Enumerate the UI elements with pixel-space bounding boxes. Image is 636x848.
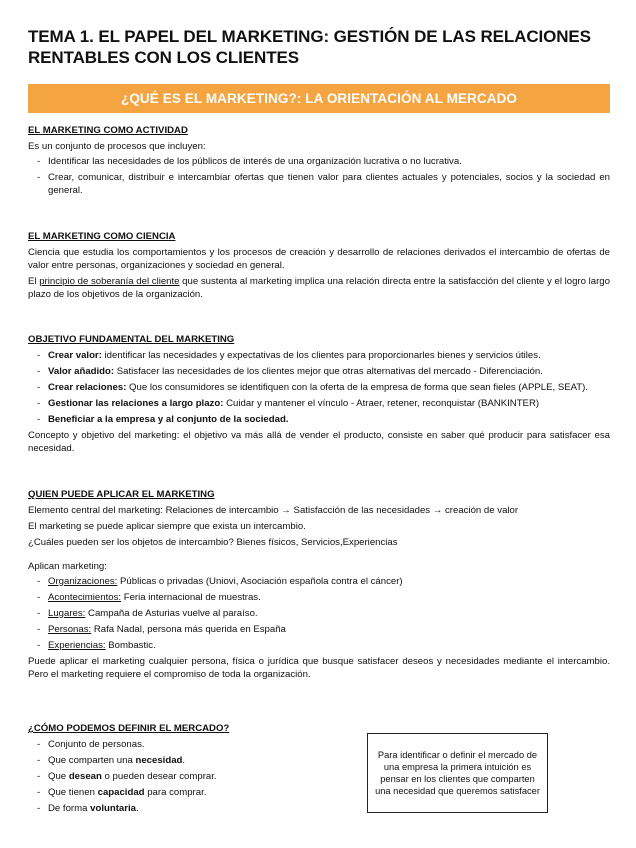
list-item: - Que comparten una necesidad. — [37, 755, 186, 766]
list-item: - Que tienen capacidad para comprar. — [37, 787, 207, 798]
who-heading: QUIEN PUEDE APLICAR EL MARKETING — [28, 489, 215, 500]
section-science — [28, 230, 610, 301]
section-who — [28, 488, 610, 681]
list-item: - Personas: Rafa Nadal, persona más querida en España — [37, 624, 286, 635]
list-item: - Valor añadido: Satisfacer las necesidades de los clientes mejor que otras alternativas del mercado - Diferenciación. — [37, 366, 543, 377]
list-item: - Lugares: Campaña de Asturias vuelve al paraíso. — [37, 608, 258, 619]
apply-intro: Aplican marketing: — [28, 561, 107, 572]
section-market — [28, 722, 348, 818]
list-item: - Crear, comunicar, distribuir e intercambiar ofertas que tienen valor para clientes actuales y potenciales, socios y la sociedad en general. — [37, 172, 610, 196]
list-item: - Conjunto de personas. — [37, 739, 145, 750]
science-paragraph-1: Ciencia que estudia los comportamientos y los procesos de creación y desarrollo de relaciones derivados el intercambio de ofertas de valor entre personas, organizaciones y sociedad en general. — [28, 247, 610, 271]
activity-heading: EL MARKETING COMO ACTIVIDAD — [28, 125, 188, 136]
section-objective — [28, 333, 610, 455]
list-item: - Que desean o pueden desear comprar. — [37, 771, 217, 782]
objective-heading: OBJETIVO FUNDAMENTAL DEL MARKETING — [28, 334, 235, 345]
who-line-3: ¿Cuáles pueden ser los objetos de intercambio? Bienes físicos, Servicios,Experiencias — [28, 537, 398, 548]
apply-list — [28, 575, 610, 652]
sovereignty-principle: principio de soberanía del cliente — [39, 276, 180, 287]
market-heading: ¿CÓMO PODEMOS DEFINIR EL MERCADO? — [28, 723, 230, 734]
activity-list — [28, 155, 610, 197]
list-item: - Acontecimientos: Feria internacional de muestras. — [37, 592, 261, 603]
who-line-2: El marketing se puede aplicar siempre que exista un intercambio. — [28, 521, 306, 532]
note-box — [367, 733, 548, 813]
note-text: Para identificar o definir el mercado de una empresa la primera intuición es pensar en los clientes que comparten una necesidad que queremos satisfacer — [375, 750, 540, 796]
list-item: - De forma voluntaria. — [37, 803, 139, 814]
list-item: - Identificar las necesidades de los públicos de interés de una organización lucrativa o no lucrativa. — [37, 156, 462, 167]
activity-intro: Es un conjunto de procesos que incluyen: — [28, 141, 206, 152]
section-banner: ¿QUÉ ES EL MARKETING?: LA ORIENTACIÓN AL MERCADO — [28, 84, 610, 113]
list-item: - Organizaciones: Públicas o privadas (Uniovi, Asociación española contra el cáncer) — [37, 576, 403, 587]
science-paragraph-2: El principio de soberanía del cliente que sustenta al marketing implica una relación directa entre la satisfacción del cliente y el logro largo plazo de los objetivos de la organización. — [28, 276, 610, 300]
section-activity — [28, 124, 610, 200]
objective-concept: Concepto y objetivo del marketing: el objetivo va más allá de vender el producto, consiste en saber qué producir para satisfacer esa necesidad. — [28, 430, 610, 454]
list-item: - Crear relaciones: Que los consumidores se identifiquen con la oferta de la empresa de forma que sean fieles (APPLE, SEAT). — [37, 382, 589, 393]
list-item: - Beneficiar a la empresa y al conjunto de la sociedad. — [37, 414, 289, 425]
who-line-1: Elemento central del marketing: Relaciones de intercambio → Satisfacción de las necesidades → creación de valor — [28, 505, 519, 516]
list-item: - Experiencias: Bombastic. — [37, 640, 156, 651]
objective-list — [28, 349, 610, 426]
list-item: - Crear valor: identificar las necesidades y expectativas de los clientes para proporcionarles bienes y servicios útiles. — [37, 350, 541, 361]
list-item: - Gestionar las relaciones a largo plazo: Cuidar y mantener el vínculo - Atraer, retener, reconquistar (BANKINTER) — [37, 398, 540, 409]
page-title: TEMA 1. EL PAPEL DEL MARKETING: GESTIÓN DE LAS RELACIONES RENTABLES CON LOS CLIENTES — [28, 27, 591, 67]
science-heading: EL MARKETING COMO CIENCIA — [28, 231, 176, 242]
who-closing: Puede aplicar el marketing cualquier persona, física o jurídica que busque satisfacer deseos y necesidades mediante el intercambio. Pero el marketing requiere el compromiso de toda la organización. — [28, 656, 610, 680]
market-list — [28, 738, 348, 815]
